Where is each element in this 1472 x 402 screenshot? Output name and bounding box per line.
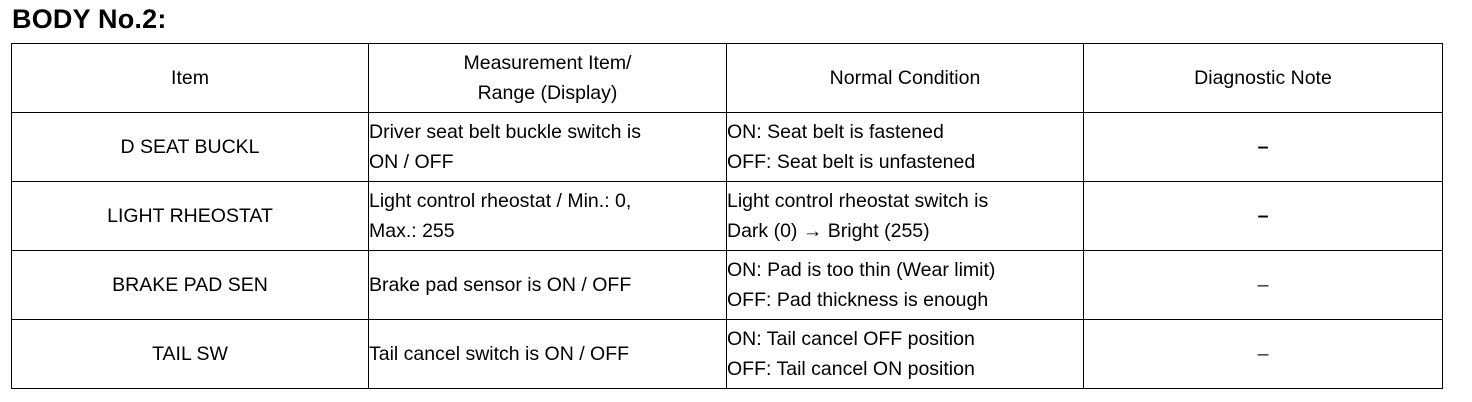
- cell-item: TAIL SW: [12, 320, 369, 389]
- cell-diagnostic-note: [1084, 182, 1443, 251]
- header-normal-condition: Normal Condition: [727, 44, 1084, 113]
- cell-normal-line1: ON: Tail cancel OFF position: [727, 328, 975, 350]
- header-measurement-line1: Measurement Item/: [463, 52, 632, 74]
- cell-diagnostic-note: [1084, 251, 1443, 320]
- note-dash: –: [1257, 136, 1269, 158]
- cell-item: D SEAT BUCKL: [12, 113, 369, 182]
- cell-diagnostic-note: [1084, 113, 1443, 182]
- header-measurement-range: [369, 44, 727, 113]
- cell-range-line2: ON / OFF: [369, 151, 454, 173]
- table-row: [12, 320, 1443, 389]
- cell-normal-line1: ON: Pad is too thin (Wear limit): [727, 259, 996, 281]
- cell-normal-condition: [727, 320, 1084, 389]
- cell-item: BRAKE PAD SEN: [12, 251, 369, 320]
- table-header-row: [12, 44, 1443, 113]
- cell-measurement-range: [369, 320, 727, 389]
- cell-measurement-range: [369, 182, 727, 251]
- cell-range-line1: Tail cancel switch is ON / OFF: [369, 343, 630, 365]
- cell-normal-condition: [727, 182, 1084, 251]
- header-item: Item: [12, 44, 369, 113]
- note-dash: –: [1257, 343, 1269, 365]
- cell-normal-line1: Light control rheostat switch is: [727, 190, 989, 212]
- cell-normal-line1: ON: Seat belt is fastened: [727, 121, 944, 143]
- data-list-table: [11, 43, 1443, 389]
- cell-normal-line2: Dark (0) → Bright (255): [727, 220, 930, 242]
- cell-range-line1: Driver seat belt buckle switch is: [369, 121, 642, 143]
- header-diagnostic-note: Diagnostic Note: [1084, 44, 1443, 113]
- cell-measurement-range: [369, 251, 727, 320]
- table-row: [12, 182, 1443, 251]
- cell-normal-line2: OFF: Tail cancel ON position: [727, 358, 975, 380]
- table-row: [12, 113, 1443, 182]
- cell-item: LIGHT RHEOSTAT: [12, 182, 369, 251]
- cell-range-line2: Max.: 255: [369, 220, 455, 242]
- note-dash: –: [1257, 205, 1269, 227]
- page-title: BODY No.2:: [12, 4, 167, 34]
- cell-normal-line2: OFF: Seat belt is unfastened: [727, 151, 976, 173]
- table-row: [12, 251, 1443, 320]
- cell-diagnostic-note: [1084, 320, 1443, 389]
- cell-measurement-range: [369, 113, 727, 182]
- cell-normal-condition: [727, 251, 1084, 320]
- cell-normal-condition: [727, 113, 1084, 182]
- cell-normal-line2: OFF: Pad thickness is enough: [727, 289, 989, 311]
- note-dash: –: [1257, 274, 1269, 296]
- cell-range-line1: Light control rheostat / Min.: 0,: [369, 190, 632, 212]
- header-measurement-line2: Range (Display): [477, 82, 618, 104]
- cell-range-line1: Brake pad sensor is ON / OFF: [369, 274, 632, 296]
